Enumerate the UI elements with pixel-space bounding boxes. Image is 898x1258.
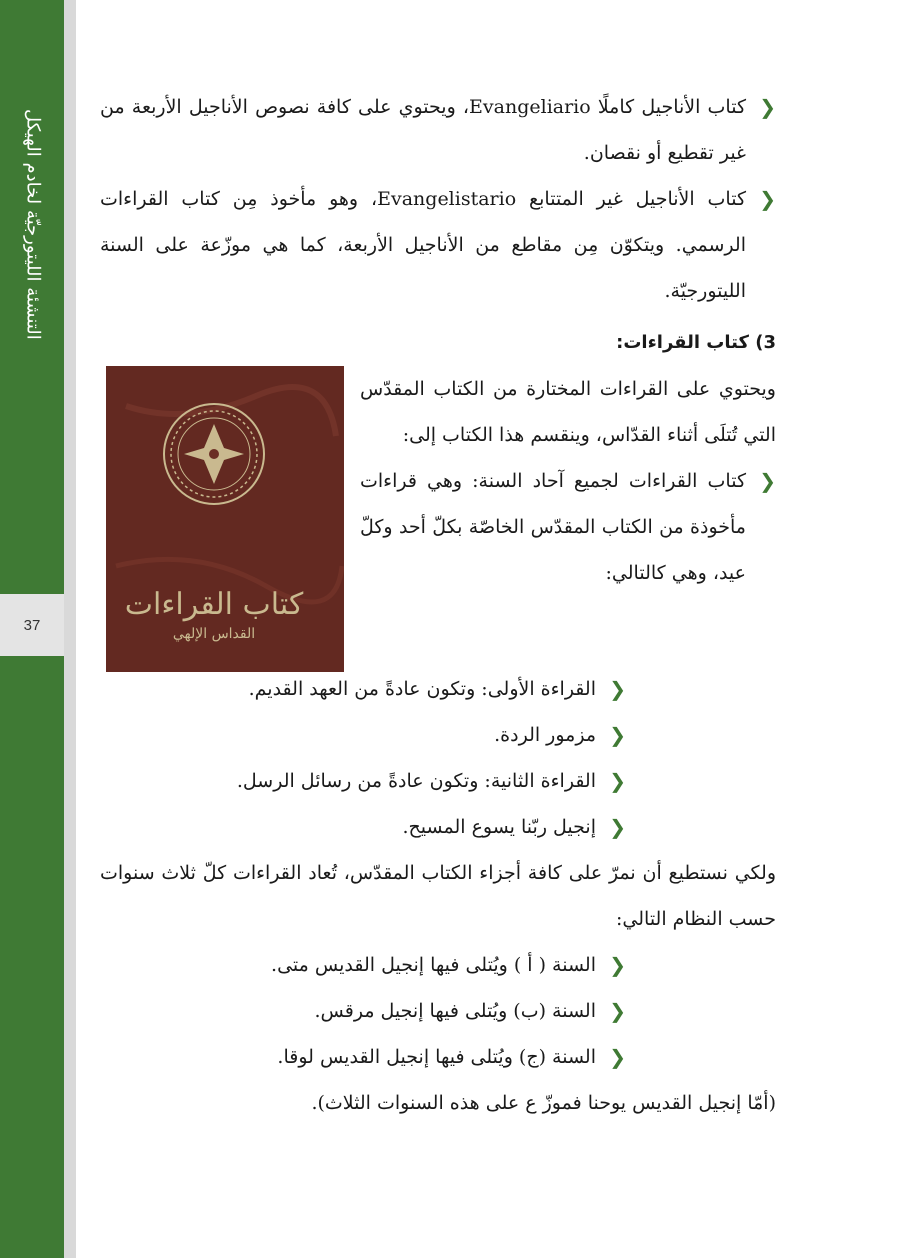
chevron-left-icon: ❮ (609, 769, 626, 793)
intro-paragraph: ويحتوي على القراءات المختارة من الكتاب المقدّس التي تُتلَى أثناء القدّاس، وينقسم هذا الكتاب إلى: (360, 378, 776, 446)
running-title: التنشئة الليتورجيّة لخادم الهيكل (22, 109, 44, 340)
list-item (360, 458, 776, 596)
book-cover-title: كتاب القراءات (124, 587, 304, 622)
chevron-left-icon: ❮ (759, 469, 776, 493)
list-item (100, 942, 626, 988)
main-content (100, 84, 776, 1126)
section-heading: 3) كتاب القراءات: (616, 332, 776, 353)
list-item (100, 1034, 626, 1080)
page-number: 37 (0, 594, 64, 656)
chevron-left-icon: ❮ (759, 187, 776, 211)
closing-note: (أمّا إنجيل القديس يوحنا فموزّ ع على هذه السنوات الثلاث). (311, 1092, 776, 1114)
years-list (100, 942, 626, 1080)
list-item (100, 804, 626, 850)
list-item-text: القراءة الأولى: وتكون عادةً من العهد القديم. (248, 678, 596, 700)
chevron-left-icon: ❮ (759, 95, 776, 119)
chevron-left-icon: ❮ (609, 999, 626, 1023)
list-item (100, 758, 626, 804)
list-item-text: مزمور الردة. (494, 724, 596, 746)
chevron-left-icon: ❮ (609, 953, 626, 977)
list-item-text: السنة (ج) ويُتلى فيها إنجيل القديس لوقا. (277, 1046, 596, 1068)
list-item-text: كتاب الأناجيل غير المتتابع Evangelistario، وهو مأخوذ مِن كتاب القراءات الرسمي. ويتكوّن مِن مقاطع من الأناجيل الأربعة، كما هي موزّعة على السنة الليتورجيّة. (100, 188, 746, 302)
sidebar-gutter (64, 0, 76, 1258)
list-item-text: القراءة الثانية: وتكون عادةً من رسائل الرسل. (236, 770, 596, 792)
list-item (100, 988, 626, 1034)
list-item (100, 84, 776, 176)
list-item-text: كتاب القراءات لجميع آحاد السنة: وهي قراءات مأخوذة من الكتاب المقدّس الخاصّة بكلّ أحد وكلّ عيد، وهي كالتالي: (360, 470, 746, 584)
readings-list (100, 666, 626, 850)
list-item (100, 666, 626, 712)
list-item (100, 712, 626, 758)
chevron-left-icon: ❮ (609, 815, 626, 839)
cycle-paragraph: ولكي نستطيع أن نمرّ على كافة أجزاء الكتاب المقدّس، تُعاد القراءات كلّ ثلاث سنوات حسب النظام التالي: (100, 862, 776, 930)
list-item-text: إنجيل ربّنا يسوع المسيح. (402, 816, 596, 838)
chevron-left-icon: ❮ (609, 1045, 626, 1069)
list-item-text: السنة ( أ ) ويُتلى فيها إنجيل القديس متى. (271, 954, 596, 976)
intro-block (100, 366, 776, 666)
book-cover-image (106, 366, 344, 672)
list-item-text: كتاب الأناجيل كاملًا Evangeliario، ويحتوي على كافة نصوص الأناجيل الأربعة من غير تقطيع أو نقصان. (100, 96, 746, 164)
chevron-left-icon: ❮ (609, 677, 626, 701)
list-item (100, 176, 776, 314)
chevron-left-icon: ❮ (609, 723, 626, 747)
book-cover-subtitle: القداس الإلهي (172, 626, 256, 642)
list-item-text: السنة (ب) ويُتلى فيها إنجيل مرقس. (314, 1000, 596, 1022)
